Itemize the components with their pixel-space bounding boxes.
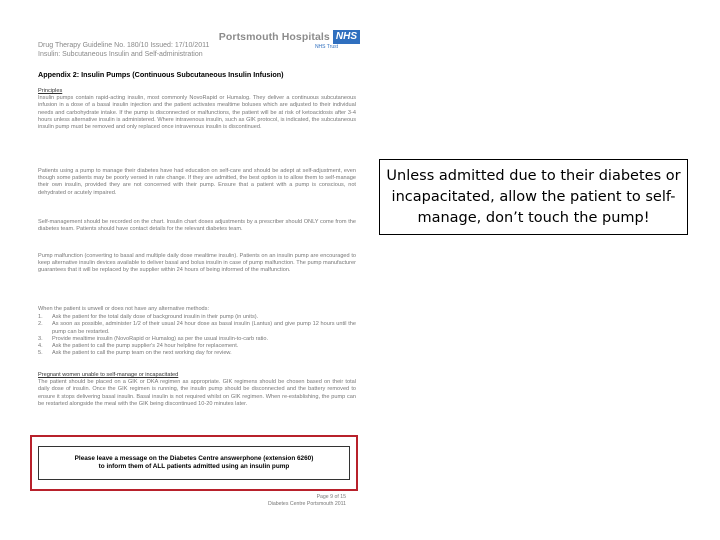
list-text: Ask the patient for the total daily dose of background insulin in their pump (in units). xyxy=(52,314,259,321)
page-footer xyxy=(268,494,346,508)
list-number: 2. xyxy=(38,321,43,328)
nhs-logo-icon: NHS xyxy=(333,30,360,44)
list-item xyxy=(38,314,356,321)
guideline-title: Insulin: Subcutaneous Insulin and Self-administration xyxy=(38,51,203,58)
list-number: 4. xyxy=(38,343,43,350)
alternative-methods-list xyxy=(38,306,356,357)
principles-section xyxy=(38,88,356,131)
notice-line-2: to inform them of ALL patients admitted using an insulin pump xyxy=(98,463,290,470)
document-page xyxy=(30,28,360,518)
pump-malfunction-paragraph: Pump malfunction (converting to basal and multiple daily dose mealtime insulin). Patients on an insulin pump are encouraged to keep alternative insulin devices available to deliver basal and bolus insulin in case of pump malfunction. The pump manufacturer guarantees that it will be replaced by the supplier within 24 hours of being informed of the malfunction. xyxy=(38,253,356,274)
page-number: Page 9 of 15 xyxy=(316,494,346,500)
callout-text: Unless admitted due to their diabetes or incapacitated, allow the patient to self-manage, don’t touch the pump! xyxy=(386,167,681,226)
list-text: Provide mealtime insulin (NovoRapid or Humalog) as per the usual insulin-to-carb ratio. xyxy=(52,335,269,342)
footer-source: Diabetes Centre Portsmouth 2011 xyxy=(267,501,346,507)
logo-trust-label: NHS Trust xyxy=(314,44,338,50)
self-management-paragraph: Self-management should be recorded on the chart. Insulin chart doses adjustments by a prescriber should ONLY come from the diabetes team. Patients should have contact details for the relevant diabetes team. xyxy=(38,219,356,233)
appendix-title: Appendix 2: Insulin Pumps (Continuous Subcutaneous Insulin Infusion) xyxy=(38,70,284,79)
list-text: Ask the patient to call the pump team on the next working day for review. xyxy=(52,350,232,357)
incapacitated-heading: Pregnant women unable to self-manage or incapacitated xyxy=(38,372,179,378)
trust-logo xyxy=(219,30,360,50)
list-number: 3. xyxy=(38,335,43,342)
list-item xyxy=(38,321,356,335)
list-intro: When the patient is unwell or does not have any alternative methods: xyxy=(38,306,210,312)
incapacitated-section xyxy=(38,372,356,408)
list-item xyxy=(38,336,356,343)
principles-heading: Principles xyxy=(38,88,63,94)
list-number: 1. xyxy=(38,314,43,321)
guideline-reference: Drug Therapy Guideline No. 180/10 Issued: 17/10/2011 xyxy=(38,42,210,49)
logo-name: Portsmouth Hospitals xyxy=(218,31,330,43)
list-text: Ask the patient to call the pump supplier's 24 hour helpline for replacement. xyxy=(52,343,239,350)
principles-text: Insulin pumps contain rapid-acting insulin, most commonly NovoRapid or Humalog. They deliver a continuous subcutaneous infusion in a dose of a basal insulin injection and the patient activates mealtime boluses which are adjusted to their individual needs and carbohydrate intake. If the pump is disconnected or malfunctions, the patient will be at risk of ketoacidosis after 3-4 hours unless alternative insulin is administered. Where intravenous insulin, such as GIK protocol, is indicated, the subcutaneous insulin pump must be removed and only replaced once intravenous insulin is discontinued. xyxy=(38,95,356,131)
list-item xyxy=(38,350,356,357)
list-number: 5. xyxy=(38,350,43,357)
self-care-paragraph: Patients using a pump to manage their diabetes have had education on self-care and should be adept at self-adjustment, even though some patients may be poorly versed in rate change. If they are admitted, the best option is to allow them to self-manage their own insulin, provided they are not concerned with their pump. Ensure that a patient with a pump is conscious, not dehydrated or acutely impaired. xyxy=(38,168,356,196)
incapacitated-text: The patient should be placed on a GIK or DKA regimen as appropriate. GIK regimens should be chosen based on their total daily dose of insulin. Once the GIK regimen is running, the insulin pump should be disconnected and the battery removed to ensure it stops delivering basal insulin. Basal insulin is not required whilst on GIK regimen. When re-establishing, the pump can be restarted alongside the meal with the GIK being discontinued 10-20 minutes later. xyxy=(38,379,356,407)
list-item xyxy=(38,343,356,350)
callout-box xyxy=(379,159,688,235)
notice-box xyxy=(38,446,350,480)
notice-line-1: Please leave a message on the Diabetes Centre answerphone (extension 6260) xyxy=(74,454,314,462)
list-text: As soon as possible, administer 1/2 of their usual 24 hour dose as basal insulin (Lantus) and give pump 12 hours until the pump can be restarted. xyxy=(52,321,356,335)
notice-highlight-frame xyxy=(30,435,358,491)
